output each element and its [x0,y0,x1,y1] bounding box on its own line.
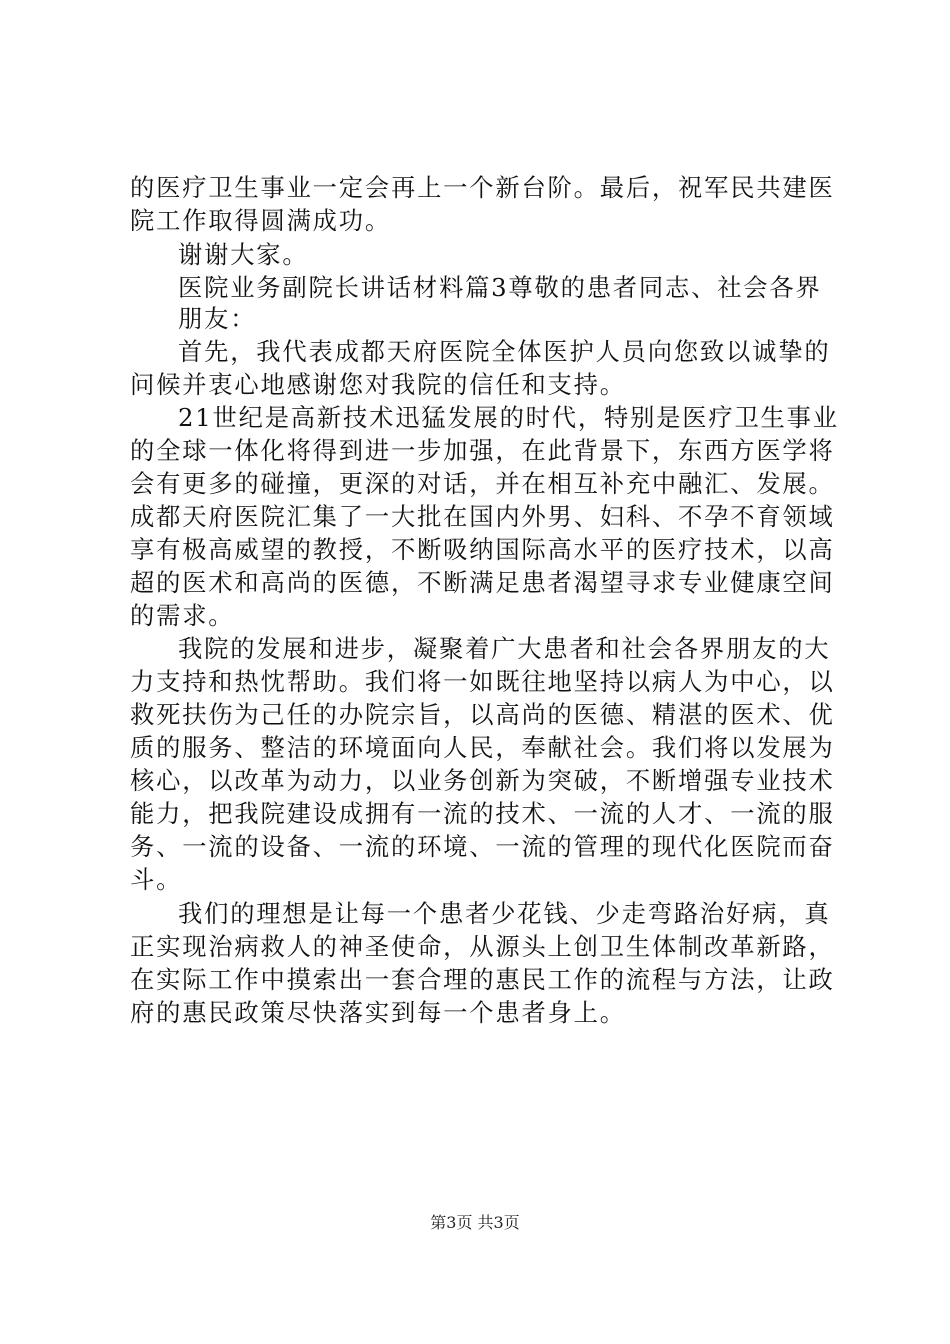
text-line: 成都天府医院汇集了一大批在国内外男、妇科、不孕不育领域 [130,502,835,531]
text-line: 我们的理想是让每一个患者少花钱、少走弯路治好病，真 [178,899,831,928]
text-line: 府的惠民政策尽快落实到每一个患者身上。 [130,998,626,1027]
text-line: 医院业务副院长讲话材料篇3尊敬的患者同志、社会各界 [178,273,822,302]
page-number: 第3页 共3页 [430,1213,520,1232]
text-line: 享有极高威望的教授，不断吸纳国际高水平的医疗技术，以高 [130,535,835,564]
text-line: 院工作取得圆满成功。 [130,206,391,235]
text-line: 21世纪是高新技术迅猛发展的时代，特别是医疗卫生事业 [178,403,839,432]
text-line: 在实际工作中摸索出一套合理的惠民工作的流程与方法，让政 [130,965,835,994]
text-line: 斗。 [130,865,183,894]
text-line: 谢谢大家。 [178,240,309,269]
text-line: 力支持和热忱帮助。我们将一如既往地坚持以病人为中心，以 [130,667,835,696]
text-line: 的全球一体化将得到进一步加强，在此背景下，东西方医学将 [130,436,835,465]
text-line: 超的医术和高尚的医德，不断满足患者渴望寻求专业健康空间 [130,568,835,597]
text-line: 问候并衷心地感谢您对我院的信任和支持。 [130,370,626,399]
text-line: 核心，以改革为动力，以业务创新为突破，不断增强专业技术 [130,766,835,795]
text-line: 正实现治病救人的神圣使命，从源头上创卫生体制改革新路， [130,932,835,961]
text-line: 首先，我代表成都天府医院全体医护人员向您致以诚挚的 [178,337,831,366]
text-line: 我院的发展和进步，凝聚着广大患者和社会各界朋友的大 [178,634,831,663]
text-line: 救死扶伤为己任的办院宗旨，以高尚的医德、精湛的医术、优 [130,700,835,729]
text-line: 朋友： [178,304,257,333]
text-line: 质的服务、整洁的环境面向人民，奉献社会。我们将以发展为 [130,733,835,762]
text-line: 能力，把我院建设成拥有一流的技术、一流的人才、一流的服 [130,799,835,828]
text-line: 的需求。 [130,601,235,630]
text-line: 会有更多的碰撞，更深的对话，并在相互补充中融汇、发展。 [130,469,835,498]
text-line: 的医疗卫生事业一定会再上一个新台阶。最后，祝军民共建医 [130,173,835,202]
text-line: 务、一流的设备、一流的环境、一流的管理的现代化医院而奋 [130,832,835,861]
